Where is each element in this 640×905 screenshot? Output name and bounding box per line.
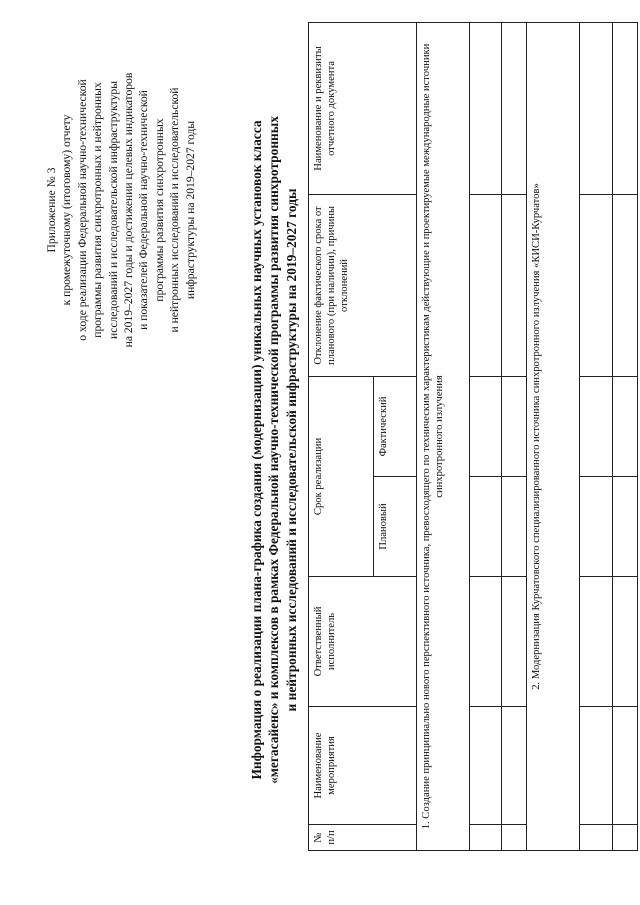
appendix-line: к промежуточному (итоговому) отчету bbox=[60, 114, 74, 306]
table-cell bbox=[580, 22, 613, 194]
table-row bbox=[502, 22, 527, 850]
section-row bbox=[527, 22, 580, 850]
table-cell bbox=[502, 825, 527, 851]
appendix-line: и нейтронных исследований и исследовательской bbox=[168, 87, 182, 333]
table-cell bbox=[612, 477, 637, 577]
report-table bbox=[308, 22, 638, 851]
table-header-row bbox=[309, 22, 374, 850]
appendix-line: программы развития синхротронных и нейтронных bbox=[91, 82, 105, 338]
document-title bbox=[248, 35, 300, 865]
section-title: 2. Модернизация Курчатовского специализированного источника синхротронного излучения «КИСИ-Курчатов» bbox=[527, 22, 580, 850]
table-row bbox=[469, 22, 502, 850]
appendix-line: и показателей Федеральной научно-технической bbox=[137, 90, 151, 330]
header-term: Срок реализации bbox=[309, 376, 374, 576]
header-responsible: Ответственный исполнитель bbox=[309, 577, 417, 707]
table-cell bbox=[580, 707, 613, 825]
header-num: № п/п bbox=[309, 825, 417, 851]
table-cell bbox=[502, 577, 527, 707]
title-line: Информация о реализации плана-графика создания (модернизации) уникальных научных установок класса bbox=[249, 120, 264, 780]
table-cell bbox=[580, 376, 613, 476]
table-cell bbox=[612, 22, 637, 194]
header-document: Наименование и реквизиты отчетного документа bbox=[309, 22, 417, 194]
section-row bbox=[416, 22, 469, 850]
table-cell bbox=[612, 194, 637, 376]
title-line: «мегасайенс» и комплексов в рамках Федеральной научно-технической программы развития синхротронных bbox=[266, 116, 282, 784]
table-cell bbox=[469, 477, 502, 577]
table-cell bbox=[612, 825, 637, 851]
table-cell bbox=[612, 707, 637, 825]
table-cell bbox=[612, 577, 637, 707]
table-cell bbox=[469, 825, 502, 851]
table-cell bbox=[580, 194, 613, 376]
appendix-line: о ходе реализации Федеральной научно-технической bbox=[75, 79, 89, 341]
table-cell bbox=[502, 477, 527, 577]
table-cell bbox=[469, 376, 502, 476]
table-cell bbox=[580, 825, 613, 851]
table-cell bbox=[612, 376, 637, 476]
table-cell bbox=[502, 707, 527, 825]
table-cell bbox=[469, 577, 502, 707]
appendix-line: исследований и исследовательской инфраструктуры bbox=[106, 81, 120, 339]
table-cell bbox=[502, 22, 527, 194]
table-cell bbox=[469, 22, 502, 194]
appendix-line: на 2019–2027 годы и достижении целевых индикаторов bbox=[122, 72, 136, 348]
section-title: 1. Создание принципиально нового перспективного источника, превосходящего по техническим характеристикам действующие и проектируемые международные источники синхротронного излучения bbox=[416, 22, 469, 850]
table-cell bbox=[580, 577, 613, 707]
appendix-line: инфраструктуры на 2019–2027 годы bbox=[183, 120, 197, 300]
header-name: Наименование мероприятия bbox=[309, 707, 417, 825]
header-deviation: Отклонение фактического срока от планового (при наличии), причины отклонений bbox=[309, 194, 417, 376]
table-cell bbox=[502, 376, 527, 476]
table-cell bbox=[502, 194, 527, 376]
appendix-header bbox=[44, 30, 198, 390]
appendix-line: Приложение № 3 bbox=[45, 167, 58, 253]
table-cell bbox=[580, 477, 613, 577]
header-actual: Фактический bbox=[374, 376, 417, 476]
table-cell bbox=[469, 194, 502, 376]
title-line: и нейтронных исследований и исследовательской инфраструктуры на 2019–2027 годы bbox=[283, 188, 299, 712]
table-row bbox=[580, 22, 613, 850]
table-cell bbox=[469, 707, 502, 825]
table-row bbox=[612, 22, 637, 850]
appendix-line: программы развития синхротронных bbox=[152, 118, 166, 302]
header-planned: Плановый bbox=[374, 477, 417, 577]
